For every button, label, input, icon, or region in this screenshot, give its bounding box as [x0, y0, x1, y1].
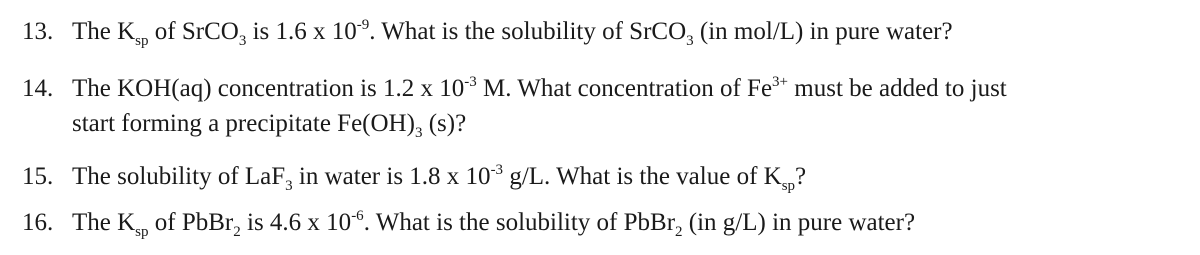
subscript: sp — [135, 224, 149, 240]
problem-16 — [22, 208, 915, 238]
subscript: sp — [135, 33, 149, 49]
problem-text: (in g/L) in pure water? — [682, 209, 916, 236]
subscript: 3 — [686, 33, 694, 49]
superscript: -6 — [351, 208, 364, 224]
problem-text: (s)? — [422, 110, 467, 137]
superscript: 3+ — [772, 74, 789, 90]
problem-text: . What is the solubility of PbBr — [363, 209, 676, 236]
subscript: 3 — [414, 125, 423, 141]
problem-number: 14. — [22, 75, 54, 102]
subscript: 3 — [285, 178, 293, 194]
problem-text: is 4.6 x 10 — [240, 209, 352, 236]
problem-15 — [22, 162, 806, 192]
problem-14-continuation — [72, 109, 466, 139]
subscript: 2 — [233, 224, 241, 240]
problem-text: of SrCO — [148, 18, 239, 45]
problem-text: The KOH(aq) concentration is 1.2 x 10 — [72, 75, 465, 102]
problem-13 — [22, 17, 953, 47]
problem-text: g/L. What is the value of K — [503, 163, 782, 190]
problem-text: of PbBr — [148, 209, 234, 236]
problem-text: The K — [72, 209, 136, 236]
problem-text: . What is the solubility of SrCO — [369, 18, 687, 45]
subscript: 3 — [238, 33, 247, 49]
problem-14 — [22, 74, 1007, 104]
superscript: -3 — [464, 74, 477, 90]
problem-text: start forming a precipitate Fe(OH) — [72, 110, 415, 137]
problem-text: ? — [795, 163, 807, 190]
problem-text: is 1.6 x 10 — [246, 18, 357, 45]
problem-number: 16. — [22, 209, 54, 236]
problem-number: 13. — [22, 18, 54, 45]
problem-text: The solubility of LaF — [72, 163, 286, 190]
problem-text: must be added to just — [788, 75, 1007, 102]
problem-text: The K — [72, 18, 136, 45]
subscript: 2 — [675, 224, 683, 240]
problem-text: M. What concentration of Fe — [476, 75, 773, 102]
problem-text: (in mol/L) in pure water? — [693, 18, 953, 45]
problem-number: 15. — [22, 163, 54, 190]
superscript: -3 — [490, 162, 504, 178]
problem-text: in water is 1.8 x 10 — [292, 163, 491, 190]
subscript: sp — [781, 178, 796, 194]
superscript: -9 — [356, 17, 370, 33]
